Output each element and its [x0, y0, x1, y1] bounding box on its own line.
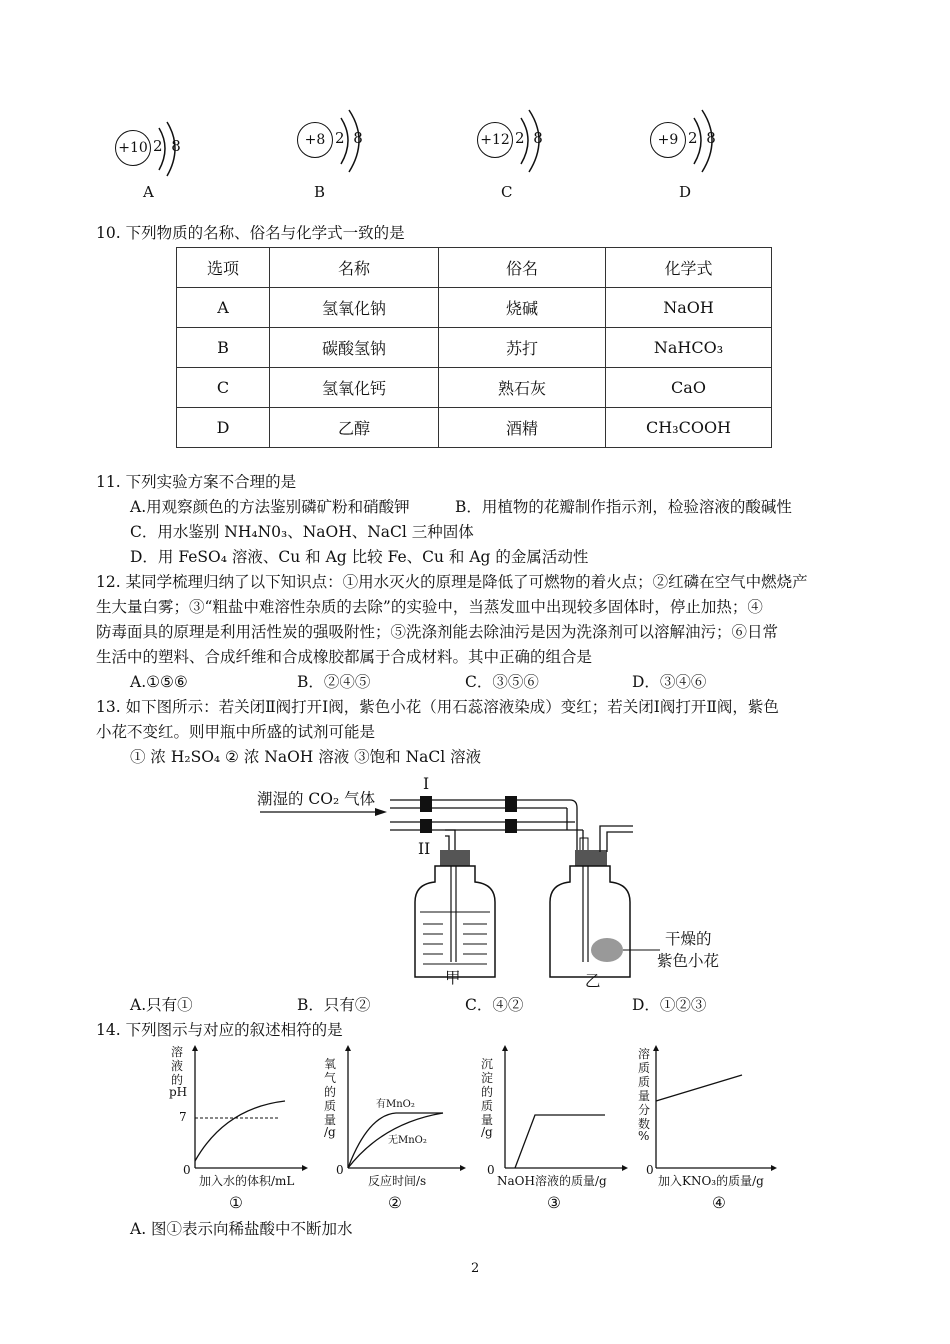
- table-cell: NaOH: [606, 288, 772, 328]
- q12-line-3: 防毒面具的原理是利用活性炭的强吸附性；⑤洗涤剂能去除油污是因为洗涤剂可以溶解油污；⑥日常: [96, 623, 779, 641]
- atom-diagram-d: [648, 100, 738, 170]
- table-cell: CaO: [606, 368, 772, 408]
- table-cell: 碳酸氢钠: [270, 328, 439, 368]
- header-cell: 化学式: [606, 248, 772, 288]
- graph-3-number: ③: [547, 1194, 561, 1212]
- graph-3-plot: [475, 1043, 635, 1183]
- atom-diagram-a: [113, 108, 203, 178]
- graph-4-ylabel-3: 质: [638, 1075, 651, 1089]
- electron-shells: 2 8: [515, 129, 545, 147]
- q11-option-a: A.用观察颜色的方法鉴别磷矿粉和硝酸钾: [130, 498, 410, 516]
- q11-option-b: B．用植物的花瓣制作指示剂，检验溶液的酸碱性: [455, 498, 792, 516]
- valve-ii-label: II: [418, 840, 431, 858]
- valve-ii-icon[interactable]: [420, 819, 432, 833]
- graph-2: [318, 1043, 468, 1218]
- nucleus: +9: [650, 122, 686, 158]
- header-cell: 选项: [177, 248, 270, 288]
- atom-diagram-b: [295, 100, 385, 170]
- q14-stem: 14. 下列图示与对应的叙述相符的是: [96, 1021, 343, 1039]
- flower-label-2: 紫色小花: [657, 952, 720, 970]
- graph-4-origin: 0: [646, 1163, 654, 1177]
- graph-2-ylabel-6: /g: [324, 1125, 336, 1139]
- electron-shells: 2 8: [688, 129, 718, 147]
- q12-option-b: B．②④⑤: [297, 673, 371, 691]
- table-row: [177, 288, 772, 328]
- table-cell: 烧碱: [439, 288, 606, 328]
- graph-2-origin: 0: [336, 1163, 344, 1177]
- graph-3-ylabel-2: 淀: [481, 1071, 494, 1085]
- q13-option-d: D．①②③: [632, 996, 707, 1014]
- graph-3: [475, 1043, 635, 1218]
- nucleus: +8: [297, 122, 333, 158]
- q12-option-c: C．③⑤⑥: [465, 673, 539, 691]
- graph-1-ylabel-3: 的: [171, 1073, 184, 1087]
- table-cell: 酒精: [439, 408, 606, 448]
- shell-arcs: [113, 108, 203, 183]
- gas-label: 潮湿的 CO₂ 气体: [257, 790, 376, 808]
- atom-diagram-c: [475, 100, 565, 170]
- graph-2-plot: [318, 1043, 468, 1183]
- shell-arcs: [295, 100, 385, 180]
- graph-2-without-mno2: 无MnO₂: [388, 1135, 427, 1146]
- table-cell: C: [177, 368, 270, 408]
- q12-option-a: A.①⑤⑥: [130, 673, 188, 691]
- atom-label-c: C: [501, 183, 513, 201]
- graph-2-ylabel-1: 氧: [324, 1057, 337, 1071]
- graph-1-tick-7: 7: [179, 1110, 187, 1124]
- graph-1-ylabel-1: 溶: [171, 1045, 184, 1059]
- table-cell: 熟石灰: [439, 368, 606, 408]
- q14-option-a: A. 图①表示向稀盐酸中不断加水: [130, 1220, 353, 1238]
- graph-4-ylabel-6: 数: [638, 1117, 651, 1131]
- shell-arcs: [475, 100, 565, 180]
- graph-4-number: ④: [712, 1194, 726, 1212]
- table-row: [177, 328, 772, 368]
- bottle-jia-label: 甲: [445, 969, 461, 987]
- graph-1-plot: [165, 1043, 315, 1183]
- q10-table: [176, 247, 772, 448]
- bottle-yi-icon: [550, 866, 630, 977]
- atom-label-d: D: [679, 183, 692, 201]
- graph-4-ylabel-2: 质: [638, 1061, 651, 1075]
- graph-2-ylabel-3: 的: [324, 1085, 337, 1099]
- graph-2-xlabel: 反应时间/s: [368, 1174, 427, 1188]
- q11-option-c: C．用水鉴别 NH₄N0₃、NaOH、NaCl 三种固体: [130, 523, 474, 541]
- graph-2-with-mno2: 有MnO₂: [376, 1099, 415, 1110]
- q13-option-c: C．④②: [465, 996, 524, 1014]
- valve-i-icon[interactable]: [420, 796, 432, 812]
- graph-4-ylabel-5: 分: [638, 1103, 651, 1117]
- electron-shells: 2 8: [335, 129, 365, 147]
- apparatus-diagram: [255, 772, 735, 992]
- q12-line-4: 生活中的塑料、合成纤维和合成橡胶都属于合成材料。其中正确的组合是: [96, 648, 593, 666]
- q13-option-a: A.只有①: [130, 996, 193, 1014]
- table-cell: A: [177, 288, 270, 328]
- graph-4: [632, 1043, 787, 1218]
- graph-1-xlabel: 加入水的体积/mL: [199, 1174, 295, 1188]
- connector-icon: [505, 819, 517, 833]
- q13-line-2: 小花不变红。则甲瓶中所盛的试剂可能是: [96, 723, 376, 741]
- table-cell: CH₃COOH: [606, 408, 772, 448]
- graph-3-xlabel: NaOH溶液的质量/g: [497, 1174, 607, 1188]
- flower-label-1: 干燥的: [665, 930, 712, 948]
- graph-4-plot: [632, 1043, 787, 1183]
- flower-icon: [591, 938, 623, 962]
- electron-shells: 2 8: [153, 137, 183, 155]
- graph-3-ylabel-5: 量: [481, 1113, 494, 1127]
- atom-label-b: B: [314, 183, 326, 201]
- table-cell: B: [177, 328, 270, 368]
- graph-2-ylabel-5: 量: [324, 1113, 337, 1127]
- q11-stem: 11. 下列实验方案不合理的是: [96, 473, 297, 491]
- table-cell: 苏打: [439, 328, 606, 368]
- graph-1-ylabel-4: pH: [169, 1085, 188, 1099]
- nucleus: +12: [477, 122, 513, 158]
- table-row: [177, 368, 772, 408]
- graph-1-ylabel-2: 液: [171, 1059, 184, 1073]
- graph-3-ylabel-4: 质: [481, 1099, 494, 1113]
- graph-2-ylabel-4: 质: [324, 1099, 337, 1113]
- q12-line-2: 生大量白雾；③“粗盐中难溶性杂质的去除”的实验中，当蒸发皿中出现较多固体时，停止加热；④: [96, 598, 763, 616]
- graph-1-number: ①: [229, 1194, 243, 1212]
- graph-3-ylabel-6: /g: [481, 1125, 493, 1139]
- q12-option-d: D．③④⑥: [632, 673, 707, 691]
- q13-option-b: B．只有②: [297, 996, 371, 1014]
- header-cell: 俗名: [439, 248, 606, 288]
- page-number: 2: [471, 1261, 480, 1276]
- table-header-row: [177, 248, 772, 288]
- graph-4-ylabel-1: 溶: [638, 1047, 651, 1061]
- atom-label-a: A: [143, 183, 154, 201]
- nucleus: +10: [115, 130, 151, 166]
- header-cell: 名称: [270, 248, 439, 288]
- graph-4-ylabel-4: 量: [638, 1089, 651, 1103]
- graph-4-xlabel: 加入KNO₃的质量/g: [658, 1174, 764, 1188]
- stopper-icon: [575, 850, 607, 866]
- q13-reagents: ① 浓 H₂SO₄ ② 浓 NaOH 溶液 ③饱和 NaCl 溶液: [130, 748, 482, 766]
- graph-1: [165, 1043, 315, 1218]
- graph-1-origin: 0: [183, 1163, 191, 1177]
- graph-3-ylabel-1: 沉: [481, 1057, 494, 1071]
- table-cell: D: [177, 408, 270, 448]
- table-cell: 氢氧化钙: [270, 368, 439, 408]
- graph-4-ylabel-7: %: [638, 1129, 650, 1143]
- graph-3-ylabel-3: 的: [481, 1085, 494, 1099]
- valve-i-label: I: [423, 775, 430, 793]
- bottle-yi-label: 乙: [585, 972, 601, 990]
- graph-2-number: ②: [388, 1194, 402, 1212]
- shell-arcs: [648, 100, 738, 180]
- table-cell: 氢氧化钠: [270, 288, 439, 328]
- q13-line-1: 13. 如下图所示：若关闭Ⅱ阀打开Ⅰ阀，紫色小花（用石蕊溶液染成）变红；若关闭Ⅰ阀打开Ⅱ阀，紫色: [96, 698, 779, 716]
- q10-stem: 10. 下列物质的名称、俗名与化学式一致的是: [96, 224, 405, 242]
- table-cell: NaHCO₃: [606, 328, 772, 368]
- table-row: [177, 408, 772, 448]
- graph-3-origin: 0: [487, 1163, 495, 1177]
- stopper-icon: [440, 850, 470, 866]
- connector-icon: [505, 796, 517, 812]
- bottle-jia-icon: [415, 866, 495, 977]
- graph-2-ylabel-2: 气: [324, 1071, 337, 1085]
- q11-option-d: D．用 FeSO₄ 溶液、Cu 和 Ag 比较 Fe、Cu 和 Ag 的金属活动性: [130, 548, 589, 566]
- table-cell: 乙醇: [270, 408, 439, 448]
- q12-line-1: 12. 某同学梳理归纳了以下知识点：①用水灭火的原理是降低了可燃物的着火点；②红磷在空气中燃烧产: [96, 573, 808, 591]
